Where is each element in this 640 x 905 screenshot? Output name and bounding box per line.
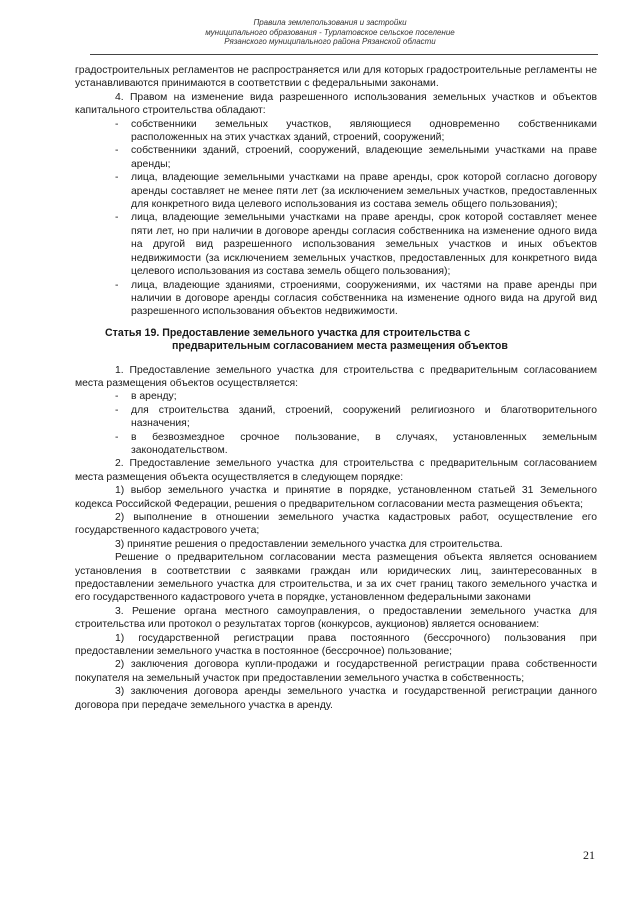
list-item-text: для строительства зданий, строений, сооружений религиозного и благотворительного назначения; xyxy=(131,404,597,430)
document-body xyxy=(75,64,597,712)
dash-marker: - xyxy=(115,431,119,443)
article-title-line-1: Статья 19. Предоставление земельного участка для строительства с xyxy=(105,326,471,339)
list-item xyxy=(75,390,597,403)
list-item-text: лица, владеющие земельными участками на праве аренды, срок которой согласно договору аренды составляет не менее пяти лет (за исключением земельных участков, предоставленных для конкретного вида целевого использования из состава земель общего пользования); xyxy=(131,172,597,211)
item-4-bullet-list xyxy=(75,118,597,319)
header-line-2: муниципального образования - Турлатовское сельское поселение xyxy=(205,27,455,37)
section-2-paragraph: 2. Предоставление земельного участка для строительства с предварительным согласованием места размещения объекта осуществляется в следующем порядке: xyxy=(75,458,597,483)
article-title-line-2: предварительным согласованием места размещения объектов xyxy=(172,340,508,353)
list-item-text: лица, владеющие зданиями, строениями, сооружениями, их частями на праве аренды при наличии в договоре аренды согласия собственника на изменение одного вида на другой вид разрешенного использования объектов недвижимости. xyxy=(131,279,597,318)
page-number: 21 xyxy=(583,848,595,862)
item-4-paragraph: 4. Правом на изменение вида разрешенного использования земельных участков и объектов капитального строительства обладают: xyxy=(75,91,597,117)
dash-marker: - xyxy=(115,145,119,157)
list-item xyxy=(75,431,597,458)
section-3-item: 2) заключения договора купли-продажи и государственной регистрации права собственности покупателя на земельный участок при предоставлении земельного участка в собственность; xyxy=(75,659,597,684)
list-item-text: собственники зданий, строений, сооружений, владеющие земельными участками на праве аренды; xyxy=(131,145,597,170)
dash-marker: - xyxy=(115,404,119,416)
list-item xyxy=(75,279,597,319)
list-item xyxy=(75,171,597,211)
list-item-text: лица, владеющие земельными участками на праве аренды, срок которой составляет менее пяти лет, но при наличии в договоре аренды согласия собственника на изменение одного вида на другой вид разрешенного использования земельных участков и иных объектов недвижимости (за исключением земельных участков, предоставленных для конкретного вида целевого использования из состава земель общего пользования); xyxy=(131,212,597,278)
section-1-bullet-list xyxy=(75,390,597,457)
header-line-3: Рязанского муниципального района Рязанской области xyxy=(224,37,436,46)
section-2-item: 2) выполнение в отношении земельного участка кадастровых работ, осуществление его государственного кадастрового учета; xyxy=(75,512,597,537)
list-item xyxy=(75,404,597,431)
list-item-text: собственники земельных участков, являющиеся одновременно собственниками расположенных на этих участках зданий, строений, сооружений; xyxy=(131,118,597,144)
page-header xyxy=(100,18,560,47)
decision-paragraph: Решение о предварительном согласовании места размещения объекта является основанием установления в соответствии с заявками граждан или юридических лиц, заинтересованных в предоставлении земельного участка для строительства, и за их счет границ такого земельного участка и его государственного кадастрового учета в порядке, установленном федеральными законами xyxy=(75,552,597,604)
intro-paragraph: градостроительных регламентов не распространяется или для которых градостроительные регламенты не устанавливаются принимаются в соответствии с федеральными законами. xyxy=(75,65,597,90)
header-divider xyxy=(90,54,598,55)
dash-marker: - xyxy=(115,172,119,184)
section-3-item: 3) заключения договора аренды земельного участка и государственной регистрации данного договора при передаче земельного участка в аренду. xyxy=(75,686,597,711)
list-item xyxy=(75,211,597,278)
dash-marker: - xyxy=(115,279,119,291)
section-2-item: 3) принятие решения о предоставлении земельного участка для строительства. xyxy=(115,538,503,550)
list-item xyxy=(75,118,597,145)
list-item xyxy=(75,144,597,171)
section-3-item: 1) государственной регистрации права постоянного (бессрочного) пользования при предоставлении земельного участка в постоянное (бессрочное) пользование; xyxy=(75,632,597,658)
dash-marker: - xyxy=(115,391,119,403)
section-1-paragraph: 1. Предоставление земельного участка для строительства с предварительным согласованием места размещения объектов осуществляется: xyxy=(75,364,597,389)
list-item-text: в аренду; xyxy=(131,391,177,403)
section-3-paragraph: 3. Решение органа местного самоуправления, о предоставлении земельного участка для строительства или протокол о результатах торгов (конкурсов, аукционов) является основанием: xyxy=(75,605,597,631)
dash-marker: - xyxy=(115,118,119,130)
list-item-text: в безвозмездное срочное пользование, в случаях, установленных земельным законодательством. xyxy=(131,431,597,456)
article-19-title xyxy=(75,327,597,354)
section-2-item: 1) выбор земельного участка и принятие в порядке, установленном статьей 31 Земельного кодекса Российской Федерации, решения о предварительном согласовании места размещения объекта; xyxy=(75,485,597,510)
header-line-1: Правила землепользования и застройки xyxy=(253,18,407,27)
dash-marker: - xyxy=(115,212,119,224)
